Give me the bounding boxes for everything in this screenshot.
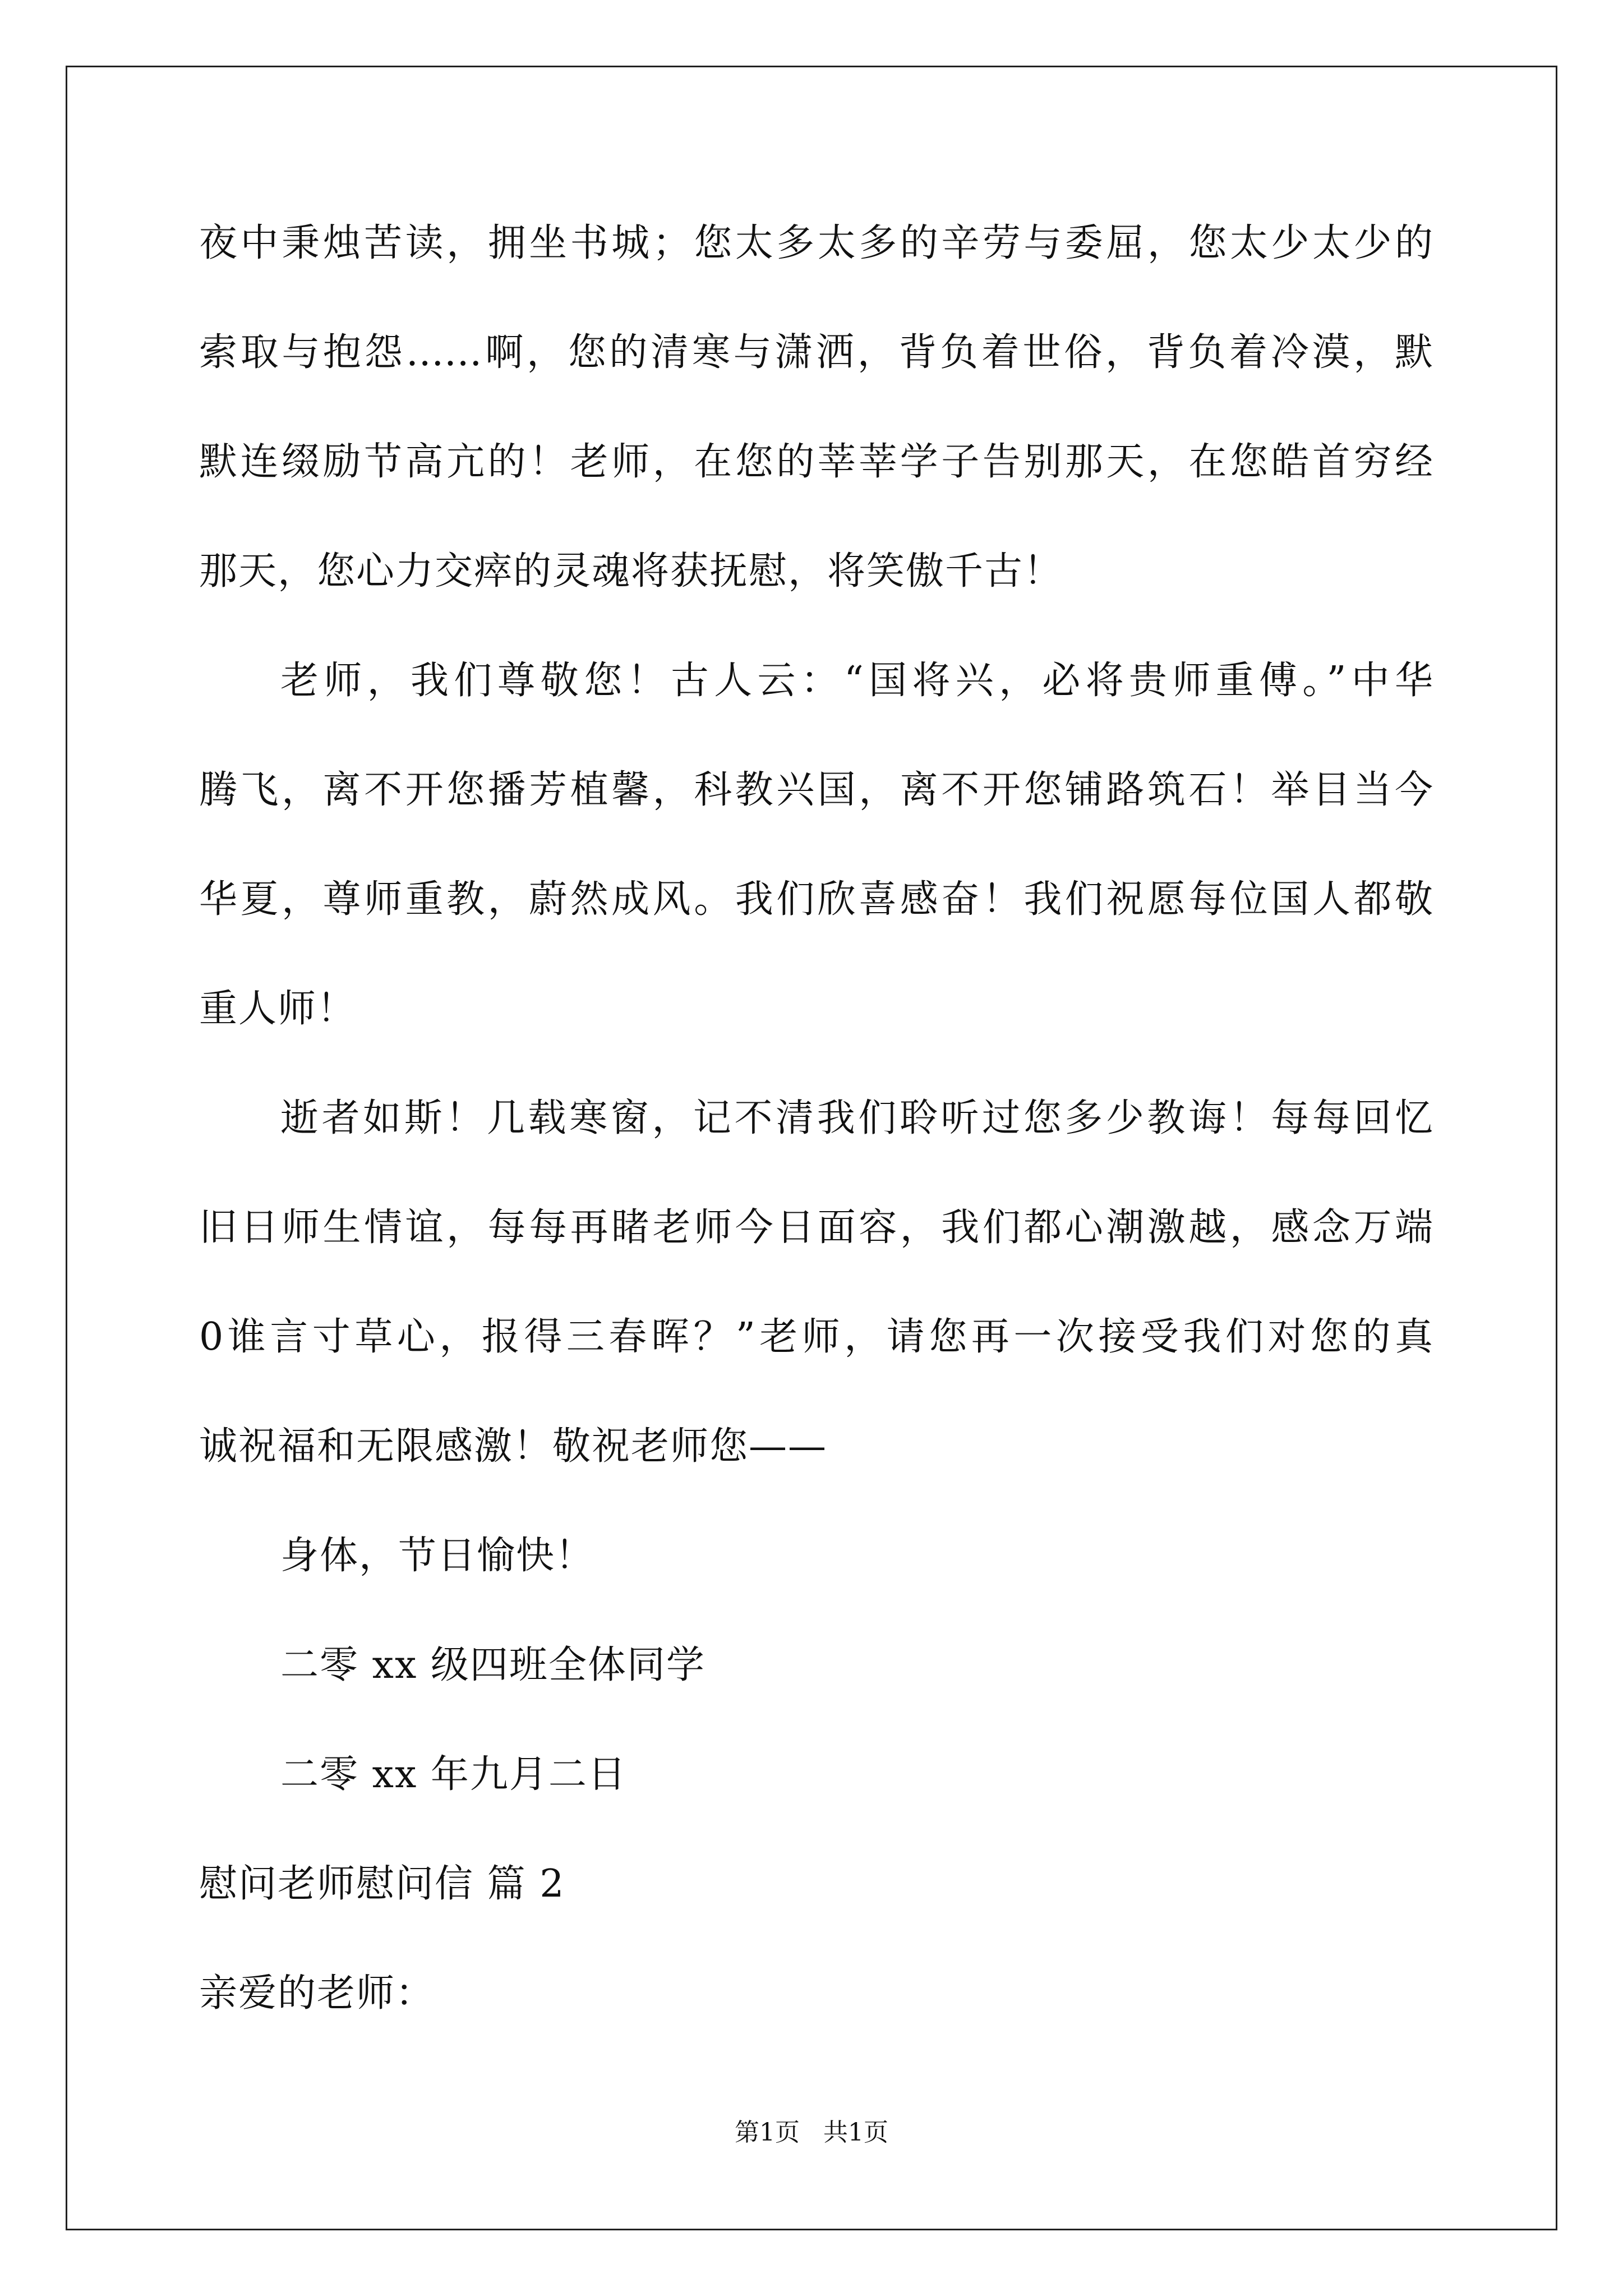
- text-line: 索取与抱怨……啊，您的清寒与潇洒，背负着世俗，背负着冷漠，默: [199, 330, 1433, 375]
- text-line: 那天，您心力交瘁的灵魂将获抚慰，将笑傲千古！: [199, 549, 1063, 593]
- text-line: 0谁言寸草心，报得三春晖？”老师，请您再一次接受我们对您的真: [199, 1315, 1433, 1359]
- text-line: 重人师！: [199, 987, 357, 1031]
- text-line: 默连缀励节高亢的！老师，在您的莘莘学子告别那天，在您皓首穷经: [199, 440, 1433, 484]
- page-footer: 第1页 共1页: [735, 2118, 888, 2147]
- salutation: 亲爱的老师：: [199, 1971, 435, 2016]
- signature: 二零 xx 级四班全体同学: [280, 1643, 706, 1687]
- text-line: 老师，我们尊敬您！古人云：“国将兴，必将贵师重傅。”中华: [280, 659, 1433, 703]
- closing-wish: 身体，节日愉快！: [280, 1534, 595, 1578]
- text-line: 华夏，尊师重教，蔚然成风。我们欣喜感奋！我们祝愿每位国人都敬: [199, 877, 1433, 922]
- text-line: 夜中秉烛苦读，拥坐书城；您太多太多的辛劳与委屈，您太少太少的: [199, 221, 1433, 265]
- section-title: 慰问老师慰问信 篇 2: [199, 1862, 565, 1906]
- text-line: 腾飞，离不开您播芳植馨，科教兴国，离不开您铺路筑石！举目当今: [199, 768, 1433, 812]
- text-line: 诚祝福和无限感激！敬祝老师您——: [199, 1424, 828, 1469]
- text-line: 旧日师生情谊，每每再睹老师今日面容，我们都心潮激越，感念万端: [199, 1205, 1433, 1250]
- date-line: 二零 xx 年九月二日: [280, 1752, 627, 1797]
- text-line: 逝者如斯！几载寒窗，记不清我们聆听过您多少教诲！每每回忆: [280, 1096, 1433, 1140]
